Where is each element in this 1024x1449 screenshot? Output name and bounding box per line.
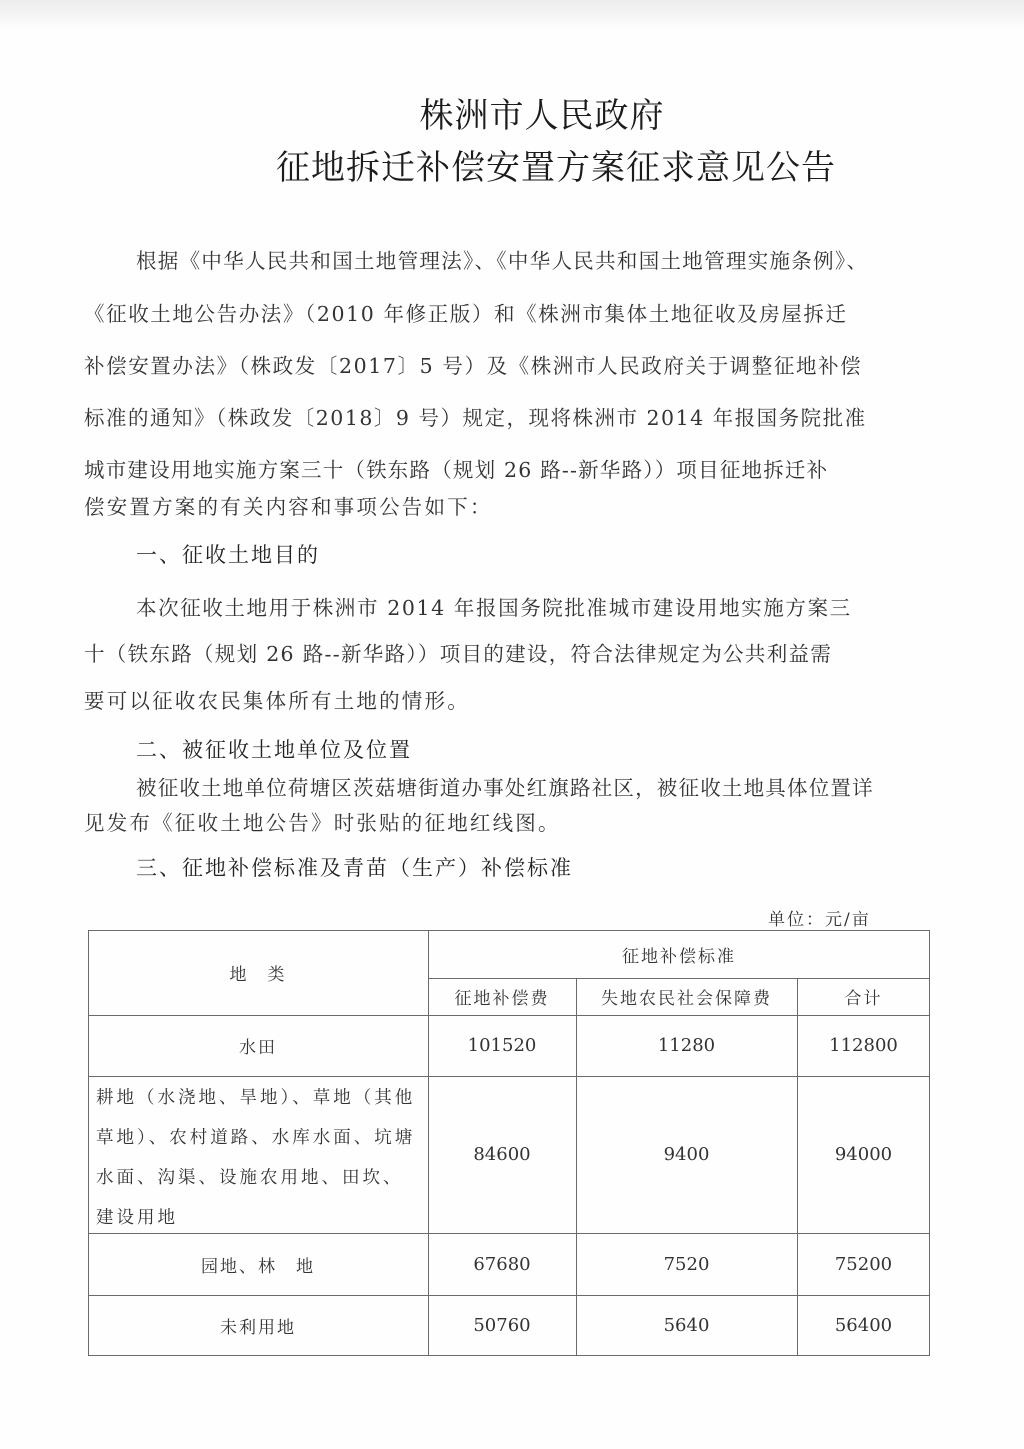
row-compensation: 50760 [473, 1314, 531, 1336]
header-compensation-fee: 征地补偿费 [454, 989, 550, 1009]
intro-line: 《征收土地公告办法》（2010 年修正版）和《株洲市集体土地征收及房屋拆迁 [84, 302, 848, 326]
row-social-security: 5640 [663, 1314, 710, 1336]
scan-shadow [0, 0, 1024, 30]
header-social-security-fee: 失地农民社会保障费 [601, 989, 772, 1009]
row-social-security: 9400 [663, 1144, 710, 1165]
title-issuer: 株洲市人民政府 [419, 96, 665, 136]
header-land-type: 地 类 [229, 965, 287, 985]
intro-line: 标准的通知》（株政发〔2018〕9 号）规定，现将株洲市 2014 年报国务院批准 [84, 406, 867, 430]
row-total: 75200 [834, 1253, 893, 1275]
header-compensation-standard: 征地补偿标准 [622, 946, 736, 967]
header-total: 合计 [844, 989, 883, 1009]
row-social-security: 7520 [663, 1253, 710, 1275]
row-total: 112800 [829, 1035, 898, 1056]
unit-label: 单位：元/亩 [768, 910, 871, 930]
section-1-line: 本次征收土地用于株洲市 2014 年报国务院批准城市建设用地实施方案三 [136, 596, 852, 620]
row-compensation: 67680 [473, 1253, 531, 1275]
section-heading-2: 二、被征收土地单位及位置 [136, 738, 412, 762]
compensation-table [88, 930, 930, 1356]
row-land-type: 耕地（水浇地、旱地）、草地（其他草地）、农村道路、水库水面、坑塘水面、沟渠、设施农用地、田坎、建设用地 [96, 1088, 416, 1228]
row-compensation: 84600 [473, 1144, 531, 1165]
section-heading-3: 三、征地补偿标准及青苗（生产）补偿标准 [136, 856, 573, 880]
section-1-line: 要可以征收农民集体所有土地的情形。 [84, 689, 470, 713]
intro-line: 补偿安置办法》（株政发〔2017〕5 号）及《株洲市人民政府关于调整征地补偿 [84, 354, 863, 378]
intro-line: 根据《中华人民共和国土地管理法》、《中华人民共和国土地管理实施条例》、 [136, 249, 869, 273]
section-2-line: 被征收土地单位荷塘区茨菇塘街道办事处红旗路社区，被征收土地具体位置详 [136, 776, 874, 800]
row-social-security: 11280 [657, 1035, 716, 1056]
table-border-bottom [88, 1355, 930, 1356]
row-total: 94000 [834, 1144, 893, 1165]
intro-line: 城市建设用地实施方案三十（铁东路（规划 26 路--新华路））项目征地拆迁补 [84, 458, 829, 482]
title-subject: 征地拆迁补偿安置方案征求意见公告 [276, 148, 836, 188]
section-1-line: 十（铁东路（规划 26 路--新华路））项目的建设，符合法律规定为公共利益需 [84, 642, 833, 666]
row-land-type: 未利用地 [220, 1317, 296, 1338]
section-heading-1: 一、征收土地目的 [136, 543, 320, 567]
row-land-type: 园地、林 地 [201, 1256, 315, 1277]
section-2-line: 见发布《征收土地公告》时张贴的征地红线图。 [84, 811, 561, 835]
row-land-type: 水田 [239, 1038, 277, 1058]
row-total: 56400 [834, 1314, 893, 1336]
intro-line: 偿安置方案的有关内容和事项公告如下： [84, 495, 493, 519]
row-compensation: 101520 [467, 1035, 537, 1056]
